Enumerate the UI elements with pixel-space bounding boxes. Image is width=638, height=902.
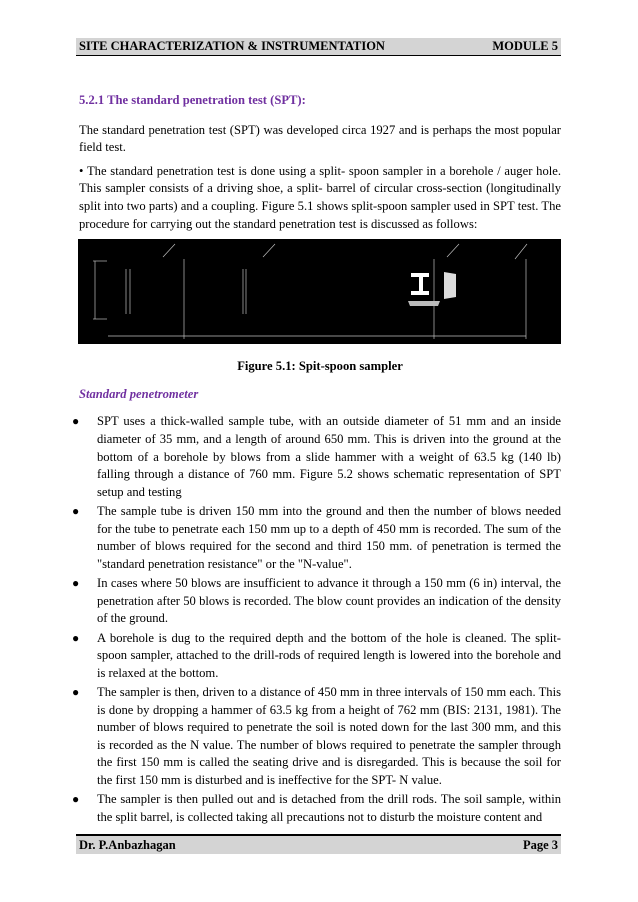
bullet-icon: ●: [72, 792, 80, 807]
intro-paragraph: The standard penetration test (SPT) was developed circa 1927 and is perhaps the most popular field test.: [79, 122, 561, 155]
header-module: MODULE 5: [492, 39, 558, 53]
list-item-text: The sample tube is driven 150 mm into the ground and then the number of blows needed for the tube to penetrate each 150 mm up to a depth of 450 mm is recorded. The sum of the number of blows required for the second and third 150 mm. of penetration is termed the "standard penetration resistance" or the "N-value".: [97, 504, 561, 571]
list-item-text: The sampler is then pulled out and is detached from the drill rods. The soil sample, within the split barrel, is collected taking all precautions not to disturb the moisture content and: [97, 792, 561, 824]
bullet-icon: ●: [72, 414, 80, 429]
list-item-text: In cases where 50 blows are insufficient to advance it through a 150 mm (6 in) interval, the penetration after 50 blows is recorded. The blow count provides an indication of the density of the ground.: [97, 576, 561, 626]
list-item: [72, 684, 561, 790]
bullet-icon: ●: [72, 504, 80, 518]
list-item-text: SPT uses a thick-walled sample tube, with an outside diameter of 51 mm and an inside diameter of 35 mm, and a length of around 650 mm. This is driven into the ground at the bottom of a borehole by blows from a slide hammer with a weight of 63.5 kg (140 lb) falling through a distance of 760 mm. Figure 5.2 shows schematic representation of SPT setup and testing: [97, 414, 561, 499]
list-item: [72, 413, 561, 501]
list-item-text: The sampler is then, driven to a distance of 450 mm in three intervals of 150 mm each. This is done by dropping a hammer of 63.5 kg from a height of 762 mm (BIS: 2131, 1981). The number of blows required to penetrate the soil is noted down for the last 300 mm, and this is recorded as the N value. The number of blows required to penetrate the sampler through the first 150 mm is called the seating drive and is disregarded. This is because the soil for the first 150 mm is disturbed and is ineffective for the SPT- N value.: [97, 685, 561, 787]
list-item: [72, 575, 561, 628]
bullet-icon: ●: [72, 685, 80, 699]
split-spoon-figure: [78, 239, 561, 344]
page-number: Page 3: [522, 838, 558, 852]
page-header: [76, 38, 561, 56]
header-title: SITE CHARACTERIZATION & INSTRUMENTATION: [79, 39, 385, 53]
section-heading: 5.2.1 The standard penetration test (SPT):: [79, 93, 306, 107]
footer-author: Dr. P.Anbazhagan: [79, 838, 176, 852]
subsection-heading: Standard penetrometer: [79, 386, 199, 401]
list-item: [72, 791, 561, 826]
split-spoon-drawing: [78, 239, 561, 344]
procedure-paragraph: • The standard penetration test is done using a split- spoon sampler in a borehole / auger hole. This sampler consists of a driving shoe, a split- barrel of circular cross-section (longitudinally split into two parts) and a coupling. Figure 5.1 shows split-spoon sampler used in SPT test. The procedure for carrying out the standard penetration test is discussed as follows:: [79, 163, 561, 231]
figure-caption: Figure 5.1: Spit-spoon sampler: [237, 359, 403, 374]
bullet-icon: ●: [72, 576, 80, 591]
list-item: [72, 630, 561, 683]
bullet-icon: ●: [72, 630, 80, 645]
list-item: [72, 503, 561, 573]
page-footer: [76, 834, 561, 854]
page-content: [72, 92, 561, 828]
bullet-list: [72, 413, 561, 826]
list-item-text: A borehole is dug to the required depth and the bottom of the hole is cleaned. The split-spoon sampler, attached to the drill-rods of required length is lowered into the borehole and is relaxed at the bottom.: [97, 630, 561, 680]
